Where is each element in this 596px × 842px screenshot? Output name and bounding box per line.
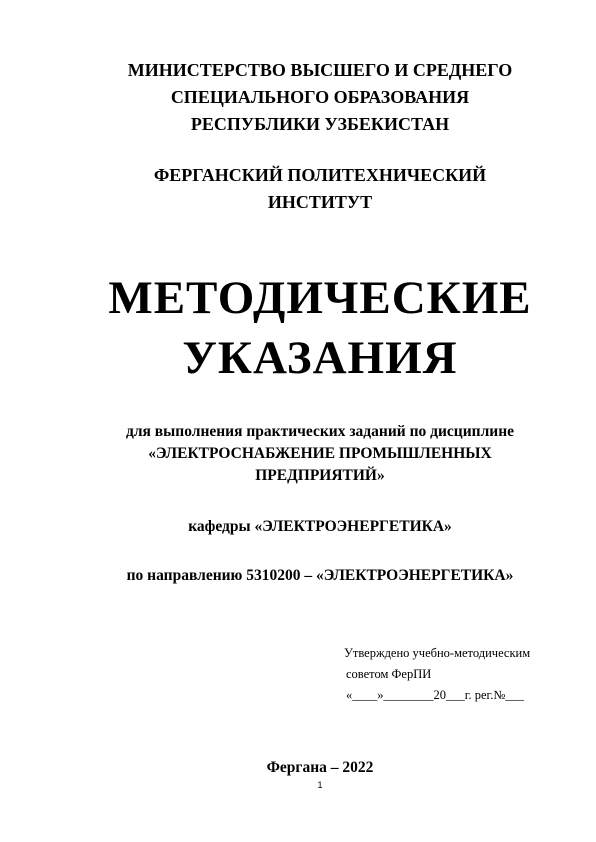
purpose-line-2: «ЭЛЕКТРОСНАБЖЕНИЕ ПРОМЫШЛЕННЫХ bbox=[148, 445, 492, 462]
department-line bbox=[0, 516, 596, 538]
place-year bbox=[0, 757, 596, 779]
approval-stamp bbox=[344, 643, 530, 706]
approval-line-3: «____»________20___г. рег.№___ bbox=[346, 688, 525, 702]
direction-line bbox=[0, 565, 596, 587]
institute-line-1: ФЕРГАНСКИЙ ПОЛИТЕХНИЧЕСКИЙ bbox=[153, 165, 487, 185]
document-title bbox=[0, 268, 596, 388]
title-line-2: УКАЗАНИЯ bbox=[182, 332, 458, 384]
ministry-line-1: МИНИСТЕРСТВО ВЫСШЕГО И СРЕДНЕГО bbox=[127, 60, 513, 80]
place-year-text: Фергана – 2022 bbox=[266, 759, 374, 776]
approval-line-1: Утверждено учебно-методическим bbox=[344, 646, 531, 660]
purpose-description bbox=[0, 421, 596, 487]
purpose-line-3: ПРЕДПРИЯТИЙ» bbox=[255, 467, 385, 484]
direction-text: по направлению 5310200 – «ЭЛЕКТРОЭНЕРГЕТИКА» bbox=[126, 567, 514, 584]
purpose-line-1: для выполнения практических заданий по дисциплине bbox=[126, 423, 514, 440]
department-text: кафедры «ЭЛЕКТРОЭНЕРГЕТИКА» bbox=[188, 518, 452, 535]
page-number: 1 bbox=[317, 780, 323, 790]
institute-line-2: ИНСТИТУТ bbox=[267, 192, 373, 212]
ministry-heading bbox=[0, 57, 596, 138]
institute-heading bbox=[0, 162, 596, 216]
approval-line-2: советом ФерПИ bbox=[346, 667, 432, 681]
ministry-line-3: РЕСПУБЛИКИ УЗБЕКИСТАН bbox=[190, 114, 450, 134]
ministry-line-2: СПЕЦИАЛЬНОГО ОБРАЗОВАНИЯ bbox=[170, 87, 470, 107]
title-line-1: МЕТОДИЧЕСКИЕ bbox=[108, 272, 532, 324]
